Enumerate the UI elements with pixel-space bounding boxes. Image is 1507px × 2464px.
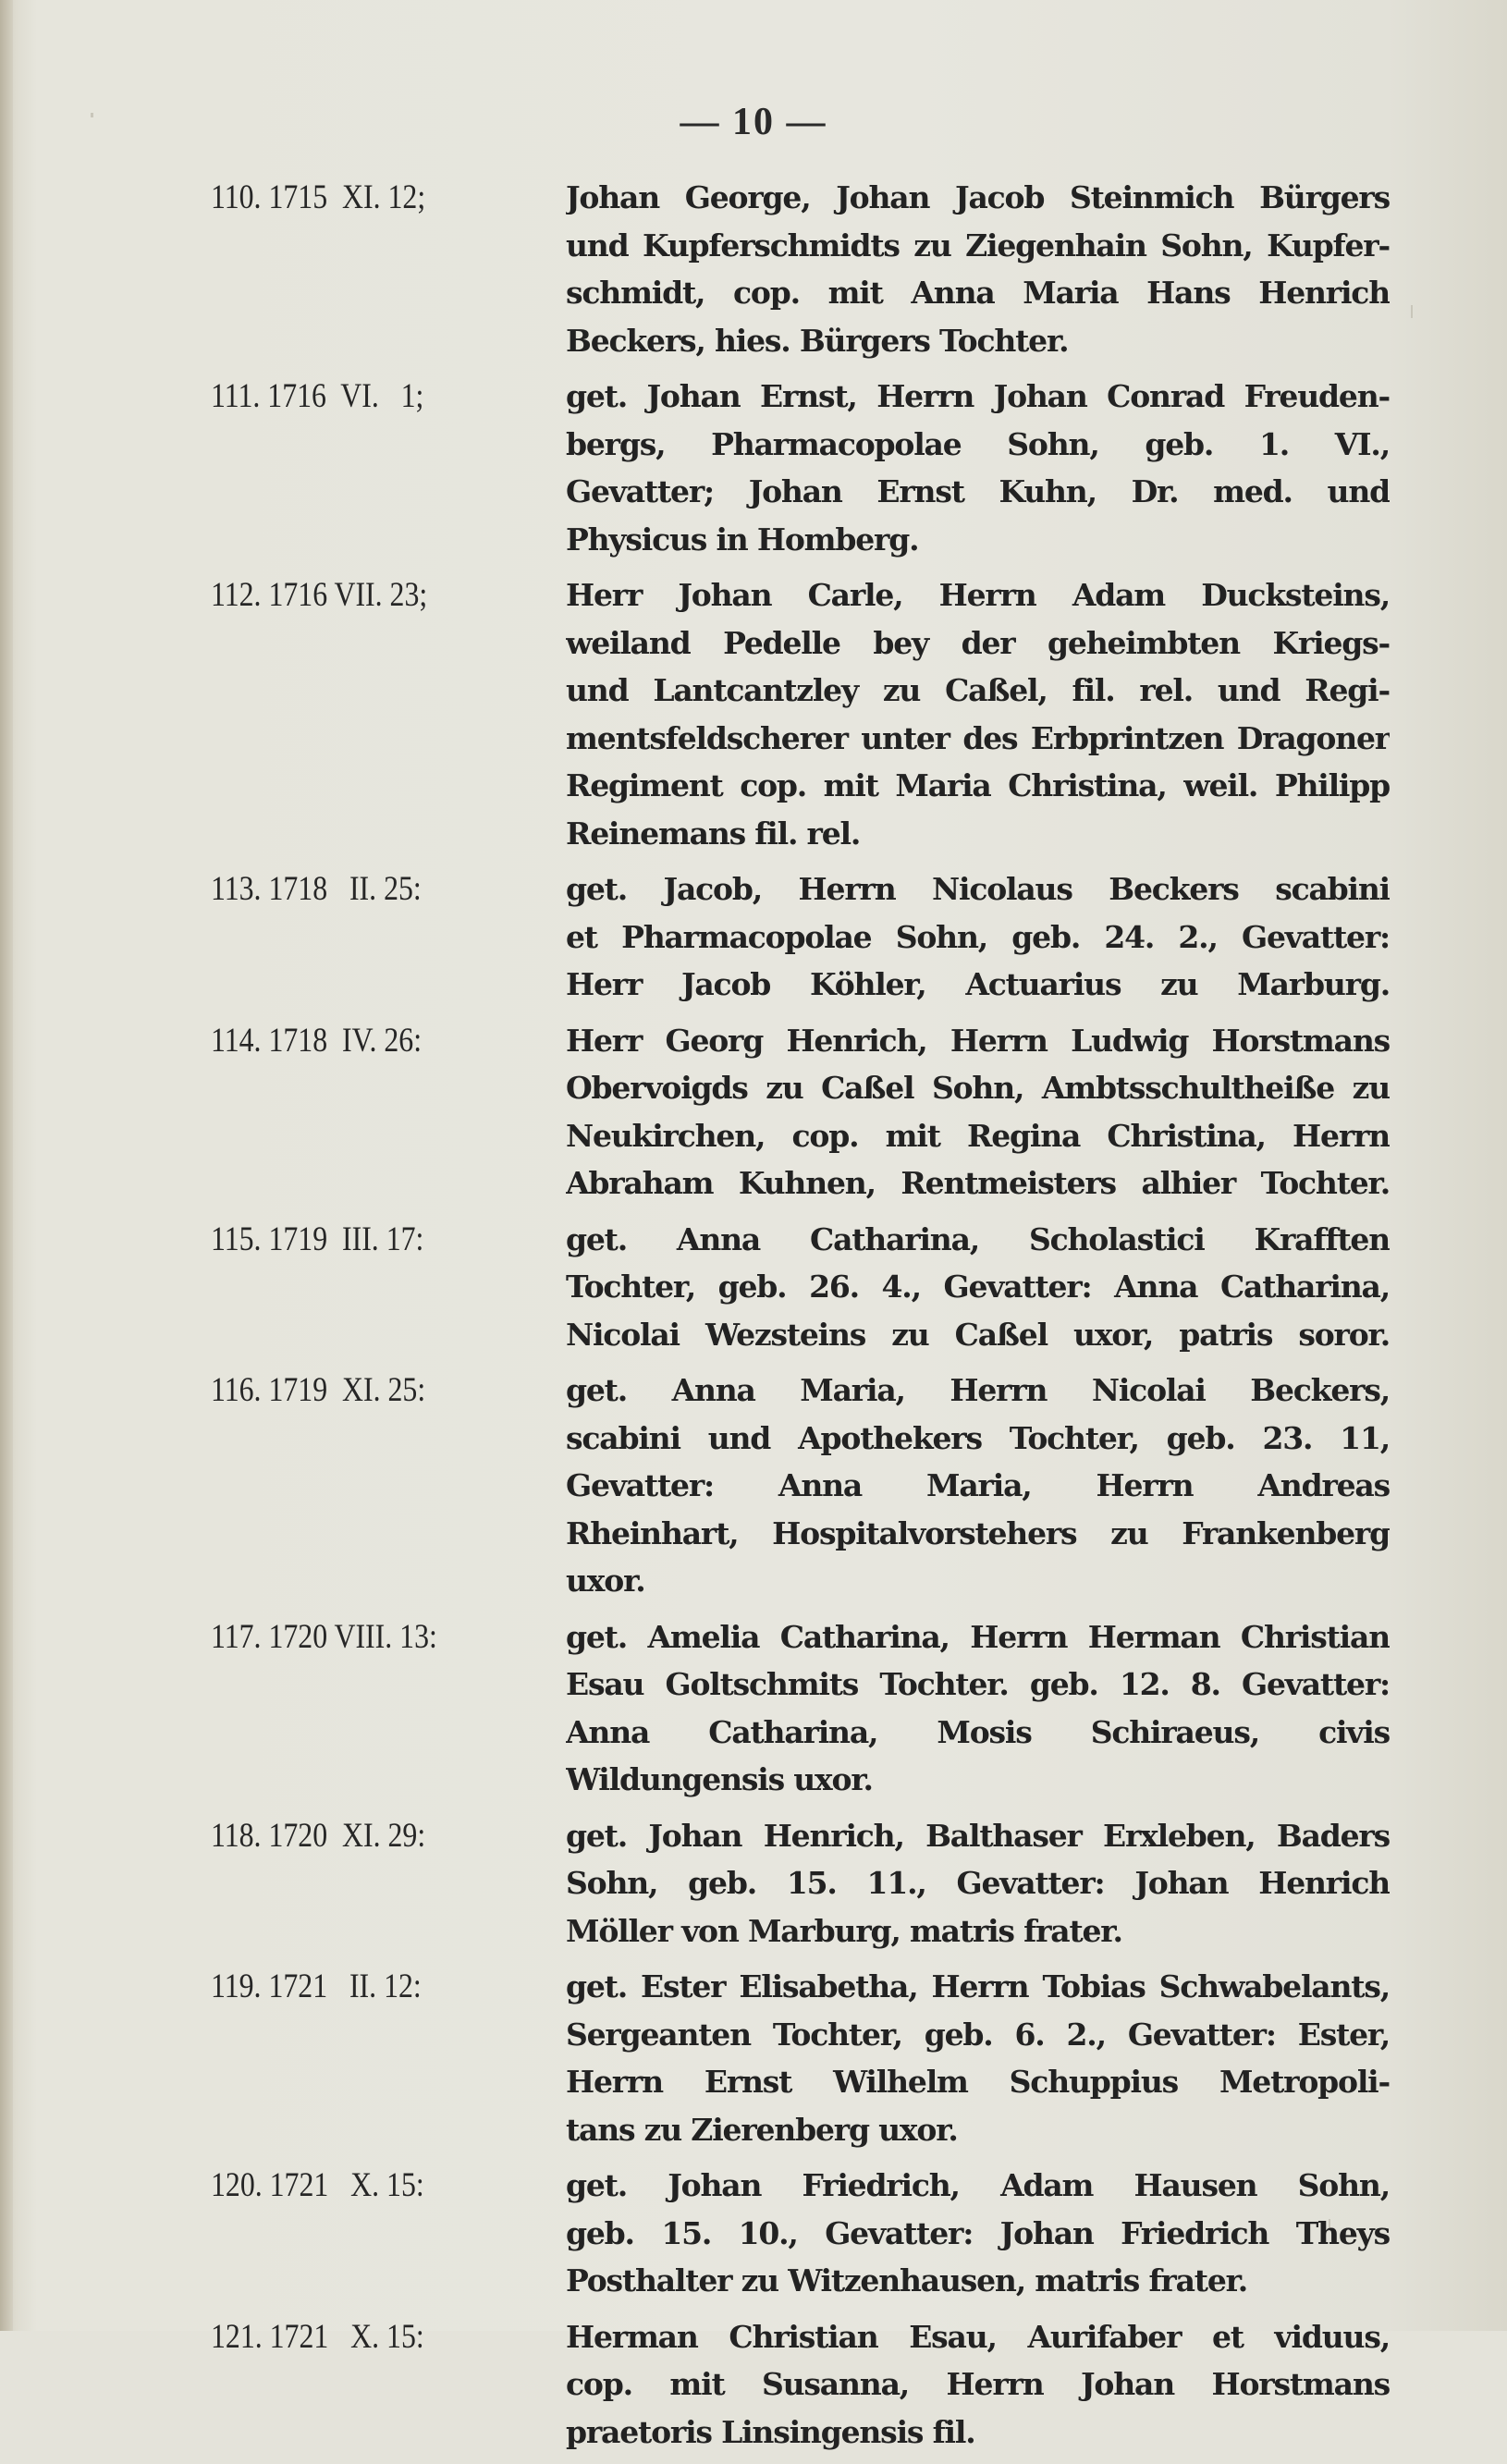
entry-line: Anna Catharina, Mosis Schiraeus, civis — [566, 1713, 1390, 1750]
entry-text — [566, 2313, 1390, 2457]
register-entry — [211, 2162, 1390, 2305]
register-entry — [211, 1963, 1390, 2153]
entry-line: Nicolai Wezsteins zu Caßel uxor, patris soror. — [566, 1316, 1390, 1353]
entry-reference: 115. 1719 III. 17: — [211, 1220, 424, 1258]
entry-line: Gevatter; Johan Ernst Kuhn, Dr. med. und — [566, 473, 1390, 509]
entry-reference: 117. 1720 VIII. 13: — [211, 1617, 437, 1656]
entry-line: Tochter, geb. 26. 4., Gevatter: Anna Catharina, — [566, 1269, 1390, 1305]
entry-reference: 111. 1716 VI. 1; — [211, 377, 424, 415]
entry-line: Obervoigds zu Caßel Sohn, Ambtsschultheiße zu — [566, 1070, 1390, 1106]
register-entry — [211, 571, 1390, 857]
paper-speck — [1411, 305, 1413, 318]
entry-text — [566, 373, 1390, 563]
entry-reference: 112. 1716 VII. 23; — [211, 576, 428, 614]
book-spine-edge — [0, 0, 13, 2331]
entry-line: Neukirchen, cop. mit Regina Christina, Herrn — [566, 1117, 1390, 1154]
entry-text — [566, 1812, 1390, 1955]
entry-line: und Lantcantzley zu Caßel, fil. rel. und Regi- — [566, 672, 1390, 708]
entry-line: et Pharmacopolae Sohn, geb. 24. 2., Gevatter: — [566, 918, 1390, 955]
entry-line: Johan George, Johan Jacob Steinmich Bürgers — [566, 179, 1390, 215]
entry-line: Esau Goltschmits Tochter. geb. 12. 8. Gevatter: — [566, 1666, 1390, 1702]
entry-reference: 113. 1718 II. 25: — [211, 870, 422, 908]
register-entries — [211, 174, 1390, 2464]
entry-line: Reinemans fil. rel. — [566, 815, 861, 852]
entry-line: Herman Christian Esau, Aurifaber et viduus, — [566, 2318, 1390, 2355]
entry-text — [566, 865, 1390, 1009]
entry-line: uxor. — [566, 1563, 645, 1599]
entry-reference: 116. 1719 XI. 25: — [211, 1371, 426, 1409]
entry-reference: 114. 1718 IV. 26: — [211, 1021, 423, 1060]
entry-reference: 119. 1721 II. 12: — [211, 1968, 422, 2005]
entry-line: weiland Pedelle bey der geheimbten Kriegs- — [566, 624, 1390, 661]
entry-line: cop. mit Susanna, Herrn Johan Horstmans — [566, 2366, 1390, 2402]
entry-text — [566, 174, 1390, 364]
register-entry — [211, 1613, 1390, 1804]
entry-line: mentsfeldscherer unter des Erbprintzen Dragoner — [566, 719, 1390, 756]
entry-line: get. Johan Ernst, Herrn Johan Conrad Freuden- — [566, 378, 1390, 414]
entry-line: get. Johan Friedrich, Adam Hausen Sohn, — [566, 2167, 1390, 2203]
entry-text — [566, 1613, 1390, 1804]
entry-line: get. Anna Maria, Herrn Nicolai Beckers, — [566, 1372, 1390, 1408]
entry-line: Herrn Ernst Wilhelm Schuppius Metropoli- — [566, 2064, 1390, 2100]
entry-line: bergs, Pharmacopolae Sohn, geb. 1. VI., — [566, 425, 1390, 462]
register-entry — [211, 1216, 1390, 1359]
entry-line: Wildungensis uxor. — [566, 1761, 873, 1797]
entry-line: Regiment cop. mit Maria Christina, weil. Philipp — [566, 767, 1390, 803]
entry-line: Posthalter zu Witzenhausen, matris frater. — [566, 2262, 1248, 2299]
entry-line: schmidt, cop. mit Anna Maria Hans Henrich — [566, 275, 1390, 311]
register-entry — [211, 1367, 1390, 1605]
entry-line: get. Amelia Catharina, Herrn Herman Christian — [566, 1618, 1390, 1655]
entry-reference: 121. 1721 X. 15: — [211, 2317, 424, 2356]
entry-text — [566, 1367, 1390, 1605]
entry-line: geb. 15. 10., Gevatter: Johan Friedrich Theys — [566, 2214, 1390, 2251]
register-entry — [211, 174, 1390, 364]
entry-line: praetoris Linsingensis fil. — [566, 2413, 975, 2450]
entry-line: Rheinhart, Hospitalvorstehers zu Frankenberg — [566, 1514, 1390, 1551]
entry-line: Herr Jacob Köhler, Actuarius zu Marburg. — [566, 966, 1390, 1002]
entry-line: get. Ester Elisabetha, Herrn Tobias Schwabelants, — [566, 1968, 1390, 2004]
entry-line: Möller von Marburg, matris frater. — [566, 1912, 1122, 1949]
entry-line: get. Anna Catharina, Scholastici Krafften — [566, 1220, 1390, 1257]
entry-line: Physicus in Homberg. — [566, 521, 919, 558]
entry-line: scabini und Apothekers Tochter, geb. 23. 11, — [566, 1419, 1390, 1456]
page-number: — 10 — — [680, 101, 827, 143]
entry-line: Beckers, hies. Bürgers Tochter. — [566, 322, 1069, 359]
entry-line: Herr Georg Henrich, Herrn Ludwig Horstmans — [566, 1022, 1390, 1059]
entry-text — [566, 1017, 1390, 1207]
register-entry — [211, 2313, 1390, 2457]
entry-line: get. Jacob, Herrn Nicolaus Beckers scabini — [566, 871, 1390, 907]
entry-line: Abraham Kuhnen, Rentmeisters alhier Tochter. — [566, 1165, 1390, 1201]
entry-text — [566, 1963, 1390, 2153]
entry-text — [566, 2162, 1390, 2305]
register-entry — [211, 373, 1390, 563]
entry-line: Herr Johan Carle, Herrn Adam Ducksteins, — [566, 577, 1390, 613]
entry-line: Sohn, geb. 15. 11., Gevatter: Johan Henrich — [566, 1865, 1390, 1901]
entry-text — [566, 1216, 1390, 1359]
entry-line: Gevatter: Anna Maria, Herrn Andreas — [566, 1467, 1390, 1503]
register-entry — [211, 1017, 1390, 1207]
register-entry — [211, 1812, 1390, 1955]
register-entry — [211, 865, 1390, 1009]
entry-reference: 118. 1720 XI. 29: — [211, 1816, 426, 1855]
entry-line: get. Johan Henrich, Balthaser Erxleben, Baders — [566, 1817, 1390, 1854]
entry-line: tans zu Zierenberg uxor. — [566, 2111, 958, 2148]
entry-reference: 110. 1715 XI. 12; — [211, 178, 426, 216]
entry-line: Sergeanten Tochter, geb. 6. 2., Gevatter: Ester, — [566, 2016, 1390, 2053]
entry-reference: 120. 1721 X. 15: — [211, 2166, 424, 2204]
entry-line: und Kupferschmidts zu Ziegenhain Sohn, Kupfer- — [566, 227, 1390, 264]
entry-text — [566, 571, 1390, 857]
